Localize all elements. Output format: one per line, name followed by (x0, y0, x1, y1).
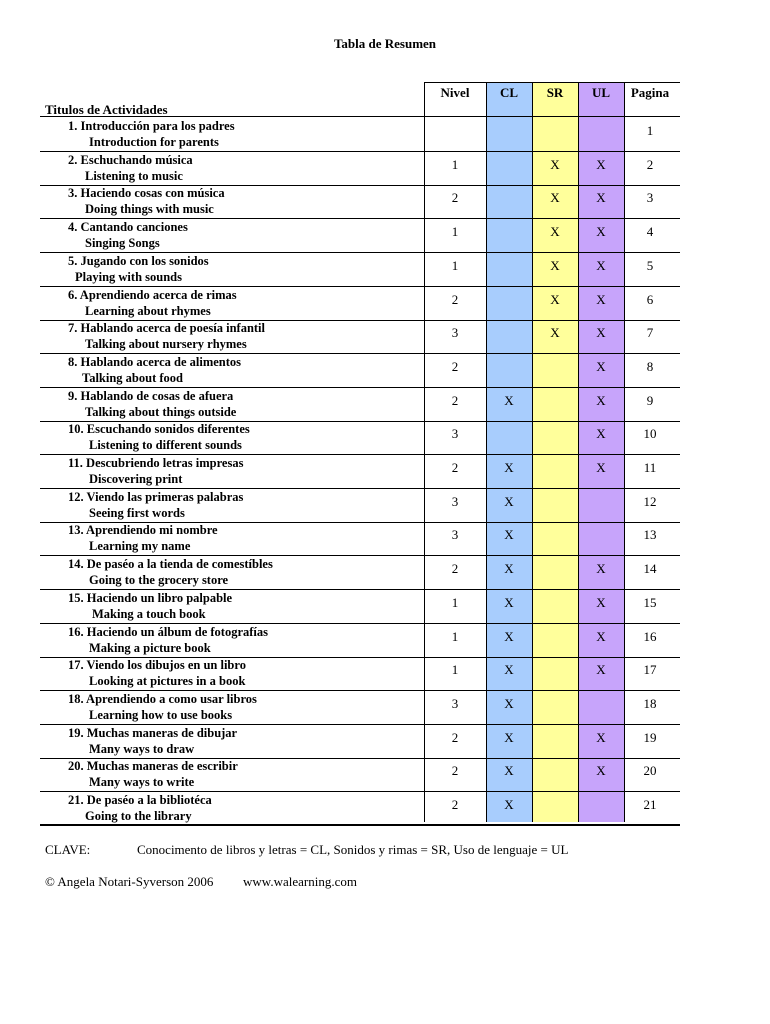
table-row (40, 118, 680, 152)
activity-title-en: Learning how to use books (89, 707, 233, 722)
row-divider (40, 824, 680, 826)
table-row (40, 758, 680, 792)
nivel-cell: 1 (451, 662, 459, 678)
activity-title-en: Many ways to write (89, 775, 195, 790)
header-cl: CL (499, 85, 519, 100)
sr-cell: X (550, 325, 560, 341)
nivel-cell: 2 (451, 797, 459, 812)
activity-title-en: Singing Songs (85, 236, 160, 251)
pagina-cell: 9 (646, 392, 654, 408)
table-row (40, 320, 680, 354)
table-row (40, 219, 680, 253)
nivel-cell: 2 (451, 190, 459, 206)
pagina-cell: 11 (643, 460, 657, 475)
activity-title-es: 21. De paséo a la bibliotéca (68, 793, 212, 807)
activity-title-es: 12. Viendo las primeras palabras (68, 489, 244, 504)
ul-cell: X (596, 224, 606, 240)
header-ul: UL (591, 85, 611, 100)
nivel-cell: 3 (451, 426, 459, 442)
activity-title-es: 2. Eschuchando música (68, 152, 193, 167)
activity-title-en: Many ways to draw (89, 741, 195, 756)
activity-title-es: 10. Escuchando sonidos diferentes (68, 422, 250, 437)
table-row (40, 152, 680, 186)
table-row (40, 455, 680, 489)
sr-cell: X (550, 190, 560, 206)
page-title: Tabla de Resumen (333, 36, 437, 51)
cl-cell (486, 425, 532, 443)
pagina-cell: 10 (643, 426, 657, 442)
nivel-cell: 2 (451, 763, 459, 779)
cl-cell: X (504, 460, 514, 475)
pagina-cell: 4 (646, 224, 654, 240)
ul-cell: X (596, 561, 606, 577)
activity-title-es: 19. Muchas maneras de dibujar (68, 725, 238, 740)
activity-title-en: Learning about rhymes (85, 303, 211, 318)
ul-cell: X (596, 662, 606, 678)
cl-cell: X (504, 662, 514, 678)
activity-title-es: 18. Aprendiendo a como usar libros (68, 691, 257, 706)
table-row (40, 388, 680, 422)
ul-cell: X (596, 190, 606, 206)
table-row (40, 792, 680, 826)
cl-cell: X (504, 763, 514, 779)
ul-cell (578, 493, 624, 511)
pagina-cell: 8 (646, 358, 654, 374)
ul-cell: X (596, 257, 606, 273)
cl-cell (486, 223, 532, 241)
pagina-cell: 16 (643, 628, 657, 644)
clave-label: CLAVE: (45, 842, 91, 857)
nivel-cell: 2 (451, 729, 459, 745)
table-row (40, 657, 680, 691)
sr-cell (532, 594, 578, 612)
activity-title-en: Going to the grocery store (89, 573, 229, 588)
table-row (40, 185, 680, 219)
activity-title-en: Making a touch book (92, 606, 206, 621)
activity-title-es: 16. Haciendo un álbum de fotografías (68, 624, 269, 639)
activity-title-es: 20. Muchas maneras de escribir (68, 759, 238, 774)
pagina-cell: 5 (646, 257, 654, 273)
nivel-cell: 2 (451, 291, 459, 307)
cl-cell: X (504, 594, 514, 610)
nivel-cell: 3 (451, 493, 459, 509)
activity-title-es: 13. Aprendiendo mi nombre (68, 523, 218, 538)
pagina-cell: 14 (643, 561, 657, 577)
cl-cell: X (504, 797, 514, 812)
activity-title-es: 14. De paséo a la tienda de comestíbles (68, 557, 273, 572)
activities-heading: Titulos de Actividades (45, 102, 168, 117)
nivel-cell: 1 (451, 257, 459, 273)
clave-text: Conocimento de libros y letras = CL, Sonidos y rimas = SR, Uso de lenguaje = UL (137, 842, 569, 857)
ul-cell: X (596, 325, 606, 341)
pagina-cell: 6 (646, 291, 654, 307)
ul-cell: X (596, 358, 606, 374)
sr-cell (532, 695, 578, 713)
header-pagina: Pagina (630, 85, 670, 100)
cl-cell (486, 291, 532, 309)
table-row (40, 489, 680, 523)
nivel-cell: 2 (451, 561, 459, 577)
pagina-cell: 2 (646, 156, 654, 172)
cl-cell: X (504, 628, 514, 644)
sr-cell (532, 796, 578, 814)
table-row (40, 556, 680, 590)
activity-title-en: Making a picture book (89, 640, 211, 655)
nivel-cell: 3 (451, 527, 459, 543)
pagina-cell: 18 (643, 695, 657, 711)
copyright: © Angela Notari-Syverson 2006 (45, 874, 214, 889)
activity-title-es: 3. Haciendo cosas con música (68, 186, 225, 201)
sr-cell: X (550, 291, 560, 307)
pagina-cell: 7 (646, 325, 654, 341)
table-row (40, 253, 680, 287)
activity-title-en: Talking about things outside (85, 404, 237, 419)
pagina-cell: 21 (643, 797, 657, 812)
sr-cell (532, 425, 578, 443)
website: www.walearning.com (243, 874, 357, 889)
pagina-cell: 3 (646, 190, 654, 206)
ul-cell: X (596, 156, 606, 172)
cl-cell (486, 122, 532, 140)
table-row (40, 354, 680, 388)
cl-cell: X (504, 392, 514, 408)
sr-cell (532, 762, 578, 780)
sr-cell (532, 392, 578, 410)
ul-cell: X (596, 460, 606, 475)
ul-cell: X (596, 291, 606, 307)
activity-title-en: Seeing first words (89, 505, 185, 520)
activity-title-es: 9. Hablando de cosas de afuera (68, 388, 234, 403)
activity-title-es: 6. Aprendiendo acerca de rimas (68, 287, 237, 302)
sr-cell (532, 493, 578, 511)
sr-cell (532, 560, 578, 578)
ul-cell: X (596, 594, 606, 610)
ul-cell: X (596, 426, 606, 442)
activity-title-es: 5. Jugando con los sonidos (68, 253, 209, 268)
activity-title-en: Listening to music (85, 168, 183, 183)
pagina-cell: 1 (646, 123, 654, 138)
activity-title-en: Playing with sounds (75, 269, 182, 284)
nivel-cell: 1 (451, 224, 459, 240)
header-nivel: Nivel (440, 85, 470, 100)
nivel-cell: 1 (451, 156, 459, 172)
nivel-cell: 2 (451, 358, 459, 374)
nivel-cell (430, 122, 480, 140)
cl-cell (486, 358, 532, 376)
pagina-cell: 20 (643, 763, 657, 779)
activity-title-es: 4. Cantando canciones (68, 220, 188, 235)
activity-title-en: Talking about nursery rhymes (85, 337, 247, 352)
activity-title-es: 7. Hablando acerca de poesía infantil (68, 321, 266, 336)
cl-cell: X (504, 493, 514, 509)
cl-cell (486, 324, 532, 342)
table-row (40, 590, 680, 624)
cl-cell: X (504, 695, 514, 711)
table-top-border (424, 82, 680, 83)
cl-cell (486, 156, 532, 174)
cl-cell: X (504, 527, 514, 543)
table-row (40, 725, 680, 759)
sr-cell (532, 358, 578, 376)
sr-cell (532, 729, 578, 747)
nivel-cell: 2 (451, 392, 459, 408)
sr-cell: X (550, 224, 560, 240)
sr-cell (532, 459, 578, 477)
activity-title-es: 17. Viendo los dibujos en un libro (68, 658, 246, 673)
pagina-cell: 15 (643, 594, 657, 610)
activity-title-en: Doing things with music (85, 202, 214, 217)
sr-cell (532, 661, 578, 679)
nivel-cell: 3 (451, 325, 459, 341)
activity-title-en: Learning my name (89, 539, 191, 554)
ul-cell (578, 695, 624, 713)
activity-title-en: Listening to different sounds (89, 438, 242, 453)
ul-cell: X (596, 628, 606, 644)
cl-cell (486, 257, 532, 275)
activity-title-en: Going to the library (85, 809, 192, 823)
activity-title-es: 15. Haciendo un libro palpable (68, 590, 233, 605)
ul-cell (578, 796, 624, 814)
sr-cell (532, 628, 578, 646)
activity-title-en: Discovering print (89, 472, 183, 486)
ul-cell: X (596, 392, 606, 408)
activity-title-en: Talking about food (82, 370, 183, 385)
cl-cell: X (504, 729, 514, 745)
ul-cell: X (596, 729, 606, 745)
cl-cell: X (504, 561, 514, 577)
ul-cell (578, 526, 624, 544)
table-row (40, 624, 680, 658)
nivel-cell: 1 (451, 594, 459, 610)
cl-cell (486, 189, 532, 207)
pagina-cell: 19 (643, 729, 657, 745)
table-row (40, 691, 680, 725)
sr-cell (532, 526, 578, 544)
table-row (40, 421, 680, 455)
sr-cell (532, 122, 578, 140)
activity-title-en: Looking at pictures in a book (89, 674, 246, 689)
table-row (40, 287, 680, 321)
activity-title-en: Introduction for parents (89, 135, 219, 149)
pagina-cell: 13 (643, 527, 657, 543)
nivel-cell: 1 (451, 628, 459, 644)
activity-title-es: 1. Introducción para los padres (68, 119, 235, 133)
activity-title-es: 11. Descubriendo letras impresas (68, 456, 244, 470)
pagina-cell: 12 (643, 493, 657, 509)
sr-cell: X (550, 156, 560, 172)
activity-title-es: 8. Hablando acerca de alimentos (68, 354, 242, 369)
ul-cell (578, 122, 624, 140)
header-sr: SR (546, 85, 564, 100)
ul-cell: X (596, 763, 606, 779)
sr-cell: X (550, 257, 560, 273)
table-row (40, 522, 680, 556)
nivel-cell: 3 (451, 695, 459, 711)
nivel-cell: 2 (451, 460, 459, 475)
pagina-cell: 17 (643, 662, 657, 678)
